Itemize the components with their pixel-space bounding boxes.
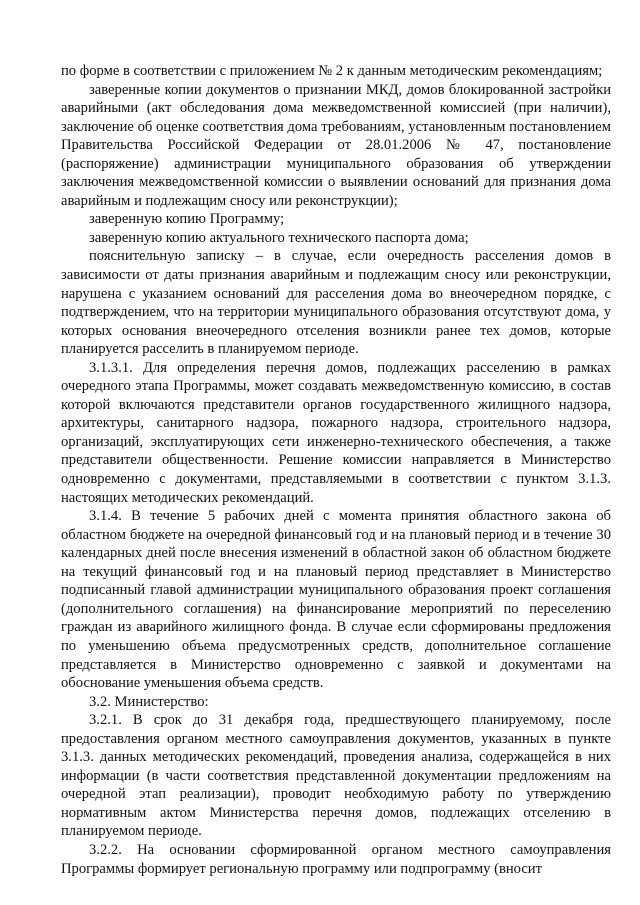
paragraph-3-1-4: 3.1.4. В течение 5 рабочих дней с момента принятия областного закона об областном бюджете на очередной финансовый год и на плановый период и в течение 30 календарных дней после внесения изменений в областной закон об областном бюджете на текущий финансовый год и на плановый период представляет в Министерство подписанный главой администрации муниципального образования проект соглашения (дополнительного соглашения) на финансирование мероприятий по переселению граждан из аварийного жилищного фонда. В случае если сформированы предложения по уменьшению объема предусмотренных средств, дополнительное соглашение представляется в Министерство одновременно с заявкой и документами на обоснование уменьшения объема средств. xyxy=(61,508,611,692)
paragraph-continuation: по форме в соответствии с приложением № 2 к данным методическим рекомендациям; xyxy=(61,63,603,79)
paragraph-3-1-3-1: 3.1.3.1. Для определения перечня домов, подлежащих расселению в рамках очередного этапа Программы, может создавать межведомственную комиссию, в состав которой включаются представители органов государственного жилищного надзора, архитектуры, санитарного надзора, пожарного надзора, строительного надзора, организаций, эксплуатирующих сети инженерно-технического обеспечения, а также представители общественности. Решение комиссии направляется в Министерство одновременно с документами, представляемыми в соответствии с пунктом 3.1.3. настоящих методических рекомендаций. xyxy=(61,359,611,506)
document-page xyxy=(61,62,611,878)
paragraph-passport-copy: заверенную копию актуального технического паспорта дома; xyxy=(89,229,469,246)
paragraph-3-2-1: 3.2.1. В срок до 31 декабря года, предшествующего планируемому, после предоставления органом местного самоуправления документов, указанных в пункте 3.1.3. данных методических рекомендаций, проведения анализа, содержащейся в них информации (в части соответствия представленной документации предложениям на очередной этап реализации), проводит необходимую работу по утверждению нормативным актом Министерства перечня домов, подлежащих отселению в планируемом периоде. xyxy=(61,712,611,840)
paragraph-explanatory-note: пояснительную записку – в случае, если очередность расселения домов в зависимости от даты признания аварийным и подлежащим сносу или реконструкции, нарушена с указанием оснований для расселения дома во внеочередном порядке, с подтверждением, что на территории муниципального образования отсутствуют дома, у которых основания внеочередного отселения возникли ранее тех домов, которые планируется расселить в планируемом периоде. xyxy=(61,248,611,358)
paragraph-3-2: 3.2. Министерство: xyxy=(89,693,209,710)
paragraph-program-copy: заверенную копию Программу; xyxy=(89,211,285,228)
paragraph-3-2-2: 3.2.2. На основании сформированной органом местного самоуправления Программы формирует региональную программу или подпрограмму (вносит xyxy=(61,841,611,877)
paragraph-mkd-documents: заверенные копии документов о признании МКД, домов блокированной застройки аварийными (акт обследования дома межведомственной комиссией (при наличии), заключение об оценке соответствия дома требованиям, установленным постановлением Правительства Российской Федерации от 28.01.2006 № 47, постановление (распоряжение) администрации муниципального образования об утверждении заключения межведомственной комиссии о выявлении оснований для признания дома аварийным и подлежащим сносу или реконструкции); xyxy=(61,81,611,209)
